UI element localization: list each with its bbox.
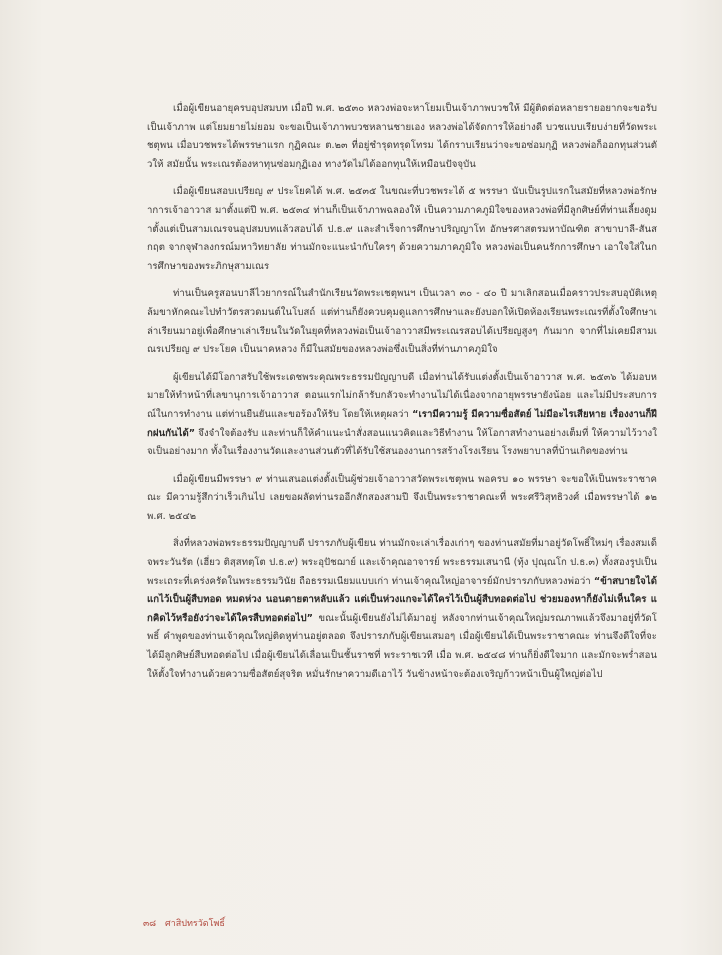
page-footer bbox=[143, 916, 225, 930]
paragraph bbox=[147, 471, 657, 527]
paragraph-text: จึงจำใจต้องรับ และท่านก็ให้คำแนะนำสั่งสอนแนวคิดและวิธีทำงาน ให้โอกาสทำงานอย่างเต็มที่ ให้ความไว้วางใจเป็นอย่างมาก ทั้งในเรื่องงานวัดและงานส่วนตัวที่ได้รับใช้สนองงานการสร้างโรงเรียน โรงพยาบาลที่บ้านเกิดของท่าน bbox=[147, 427, 657, 458]
page-number: ๓๘ bbox=[143, 919, 157, 929]
paragraph-text: ขณะนั้นผู้เขียนยังไม่ได้มาอยู่ หลังจากท่านเจ้าคุณใหญ่มรณภาพแล้วจึงมาอยู่ที่วัดโพธิ์ คำพูดของท่านเจ้าคุณใหญ่ติดหูท่านอยู่ตลอด จึงปรารภกับผู้เขียนเสมอๆ เมื่อผู้เขียนได้เป็นพระราชาคณะ ท่านจึงดีใจที่จะได้มีลูกศิษย์สืบทอดต่อไป เมื่อผู้เขียนได้เลื่อนเป็นชั้นราชที่ พระราชเวที เมื่อ พ.ศ. ๒๕๔๘ ท่านก็ยิ่งดีใจมาก และมักจะพร่ำสอนให้ตั้งใจทำงานด้วยความซื่อสัตย์สุจริต หมั่นรักษาความดีเอาไว้ วันข้างหน้าจะต้องเจริญก้าวหน้าเป็นผู้ใหญ่ต่อไป bbox=[147, 612, 657, 680]
paragraph bbox=[147, 285, 657, 359]
paragraph-text: ท่านเป็นครูสอนบาลีไวยากรณ์ในสำนักเรียนวัดพระเชตุพนฯ เป็นเวลา ๓๐ - ๔๐ ปี มาเลิกสอนเมื่อคราวประสบอุบัติเหตุล้มขาหักคณะไปทำวัตรสวดมนต์ในโบสถ์ แต่ท่านก็ยังควบคุมดูแลการศึกษาและยังบอกให้เปิดห้องเรียนพระเณรที่ตั้งใจศึกษาเล่าเรียนมาอยู่เพื่อศึกษาเล่าเรียนในวัดในยุคที่หลวงพ่อเป็นเจ้าอาวาสมีพระเณรสอบได้เปรียญสูงๆ กันมาก จากที่ไม่เคยมีสามเณรเปรียญ ๙ ประโยค เป็นนาคหลวง ก็มีในสมัยของหลวงพ่อซึ่งเป็นสิ่งที่ท่านภาคภูมิใจ bbox=[147, 288, 657, 356]
quote-text: “เรามีความรู้ มีความซื่อสัตย์ ไม่มีอะไรเสียหาย เรื่องงานก็ฝึกฝนกันได้” bbox=[147, 408, 657, 439]
quote-text: “ข้าสบายใจได้แกไว้เป็นผู้สืบทอด หมดห่วง นอนตายตาหลับแล้ว แต่เป็นห่วงแกจะได้ใครไว้เป็นผู้สืบทอดต่อไป ช่วยมองหาก็ยังไม่เห็นใคร แกคิดไว้หรือยังว่าจะได้ใครสืบทอดต่อไป” bbox=[147, 575, 657, 624]
paragraph-text: เมื่อผู้เขียนอายุครบอุปสมบท เมื่อปี พ.ศ. ๒๕๓๐ หลวงพ่อจะหาโยมเป็นเจ้าภาพบวชให้ มีผู้ติดต่อหลายรายอยากจะขอรับเป็นเจ้าภาพ แต่โยมยายไม่ยอม จะขอเป็นเจ้าภาพบวชหลานชายเอง หลวงพ่อได้จัดการให้อย่างดี บวชแบบเรียบง่ายที่วัดพระเชตุพน เมื่อบวชพระได้พรรษาแรก กุฏิคณะ ต.๒๓ ที่อยู่ชำรุดทรุดโทรม ได้กราบเรียนว่าจะขอซ่อมกุฏิ หลวงพ่อก็ออกทุนส่วนตัวให้ สมัยนั้น พระเณรต้องหาทุนซ่อมกุฏิเอง ทางวัดไม่ได้ออกทุนให้เหมือนปัจจุบัน bbox=[147, 103, 657, 170]
paragraph-text: เมื่อผู้เขียนสอบเปรียญ ๙ ประโยคได้ พ.ศ. ๒๕๓๕ ในขณะที่บวชพระได้ ๕ พรรษา นับเป็นรูปแรกในสมัยที่หลวงพ่อรักษาการเจ้าอาวาส มาตั้งแต่ปี พ.ศ. ๒๕๓๔ ท่านก็เป็นเจ้าภาพฉลองให้ เป็นความภาคภูมิใจของหลวงพ่อที่มีลูกศิษย์ที่ท่านเลี้ยงดูมาตั้งแต่เป็นสามเณรจนอุปสมบทแล้วสอบได้ ป.ธ.๙ และสำเร็จการศึกษาปริญญาโท อักษรศาสตรมหาบัณฑิต สาขาบาลี-สันสกฤต จากจุฬาลงกรณ์มหาวิทยาลัย ท่านมักจะแนะนำกับใครๆ ด้วยความภาคภูมิใจ หลวงพ่อเป็นคนรักการศึกษา เอาใจใส่ในการศึกษาของพระภิกษุสามเณร bbox=[147, 186, 657, 272]
paragraph-text: สิ่งที่หลวงพ่อพระธรรมปัญญาบดี ปรารภกับผู้เขียน ท่านมักจะเล่าเรื่องเก่าๆ ของท่านสมัยที่มาอยู่วัดโพธิ์ใหม่ๆ เรื่องสมเด็จพระวันรัต (เฮี่ยว ติสฺสทตฺโต ป.ธ.๙) พระอุปัชฌาย์ และเจ้าคุณอาจารย์ พระธรรมเสนานี (ทุ้ง ปุณฺณโก ป.ธ.๓) ทั้งสองรูปเป็นพระเถระที่เคร่งครัดในพระธรรมวินัย ถือธรรมเนียมแบบเก่า ท่านเจ้าคุณใหญ่อาจารย์มักปรารภกับหลวงพ่อว่า bbox=[147, 538, 657, 587]
paragraph bbox=[147, 369, 657, 462]
book-title: ศาสิปทรวัดโพธิ์ bbox=[164, 919, 225, 929]
paragraph bbox=[147, 100, 657, 174]
body-text bbox=[147, 100, 657, 693]
paragraph-text: ผู้เขียนได้มีโอกาสรับใช้พระเดชพระคุณพระธรรมปัญญาบดี เมื่อท่านได้รับแต่งตั้งเป็นเจ้าอาวาส พ.ศ. ๒๕๓๖ ได้มอบหมายให้ทำหน้าที่เลขานุการเจ้าอาวาส ตอนแรกไม่กล้ารับกลัวจะทำงานไม่ได้เนื่องจากอายุพรรษายังน้อย และไม่มีประสบการณ์ในการทำงาน แต่ท่านยืนยันและขอร้องให้รับ โดยให้เหตุผลว่า bbox=[147, 371, 657, 420]
paragraph bbox=[147, 535, 657, 684]
paragraph-text: เมื่อผู้เขียนมีพรรษา ๙ ท่านเสนอแต่งตั้งเป็นผู้ช่วยเจ้าอาวาสวัดพระเชตุพน พอครบ ๑๐ พรรษา จะขอให้เป็นพระราชาคณะ มีความรู้สึกว่าเร็วเกินไป เลยขอผลัดท่านรออีกสักสองสามปี จึงเป็นพระราชาคณะที่ พระศรีวิสุทธิวงศ์ เมื่อพรรษาได้ ๑๒ พ.ศ. ๒๕๔๒ bbox=[147, 473, 657, 522]
paragraph bbox=[147, 183, 657, 276]
